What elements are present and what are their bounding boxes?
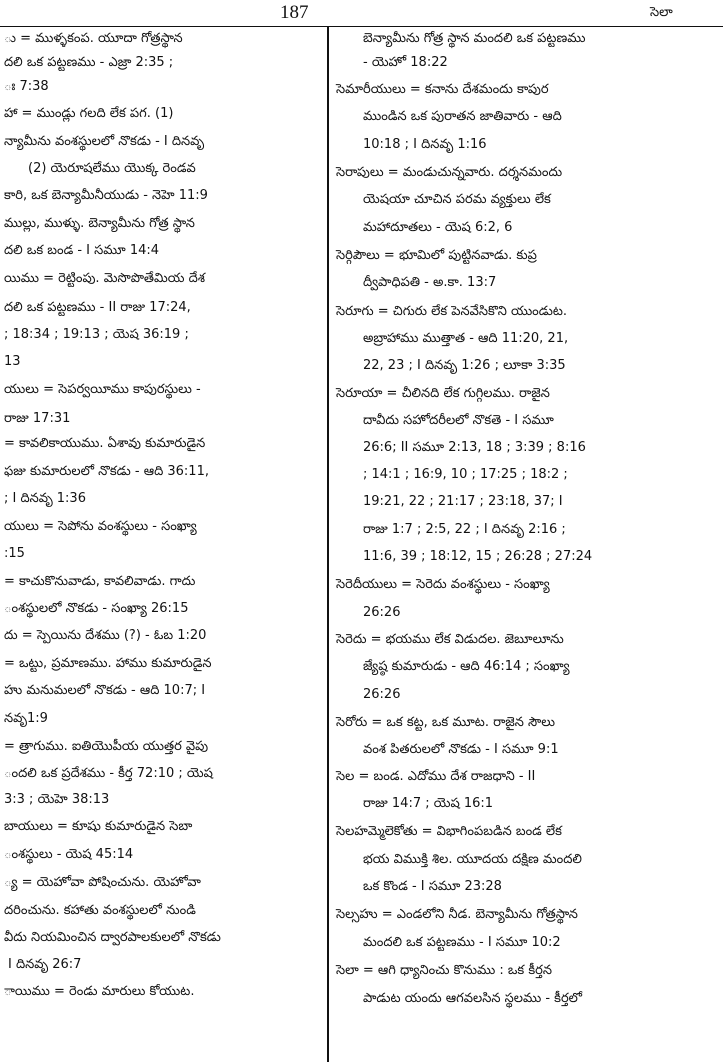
left-column-line: రాజు 17:31 [4,411,71,426]
page-header [0,0,723,26]
right-column-line: సెరూయా = చీలినది లేక గుగ్గిలము. రాజైన [336,386,550,401]
right-column-line: ముండిన ఒక పురాతన జాతివారు - ఆది [363,109,562,124]
left-column-line: హా = ముండ్లు గలది లేక పగ. (1) [4,106,174,121]
right-column-line: సెరోరు = ఒక కట్ట, ఒక మూట. రాజైన సౌలు [336,715,555,730]
right-column-line: సెరెదీయులు = సెరెదు వంశస్థులు - సంఖ్యా [336,577,550,592]
left-column-line: ్య = యెహోవా పోషించును. యెహోవా [4,875,201,890]
left-column-line: = కాచుకొనువాడు, కావలివాడు. గాదు [4,574,196,589]
right-column-line: భయ విముక్తి శిల. యూదయ దక్షిణ మందలి [363,852,582,867]
right-column-line: 11:6, 39 ; 18:12, 15 ; 26:28 ; 27:24 [363,549,593,564]
right-column-line: యెషయా చూచిన పరమ వ్యక్తులు లేక [363,192,551,207]
right-column-line: సెర్గిపౌలు = భూమిలో పుట్టినవాడు. కుప్ర [336,248,537,263]
left-column-line: దు = స్పెయిను దేశము (?) - ఓబ 1:20 [4,628,207,643]
right-column-line: సెలహమ్మెలెకోతు = విభాగింపబడిన బండ లేక [336,824,562,839]
header-rule [0,26,723,27]
right-column-line: సెల = బండ. ఎదోము దేశ రాజధాని - II [336,769,536,784]
right-column-line: 26:26 [363,687,401,702]
left-column-line: = ఒట్టు, ప్రమాణము. హాము కుమారుడైన [4,656,212,671]
right-column-line: మహాదూతలు - యెష 6:2, 6 [363,220,513,235]
right-column-line: వంశ పితరులలో నొకడు - I సమూ 9:1 [363,742,559,757]
running-head: సెలా [650,5,673,20]
left-column-line: ; I దినవృ 1:36 [4,491,86,506]
left-column-line: యిము = రెట్టింపు. మెసొపొతేమియ దేశ [4,271,205,286]
left-column-line: దలి ఒక బండ - I సమూ 14:4 [4,243,160,258]
right-column-line: రాజు 14:7 ; యెష 16:1 [363,796,494,811]
right-column-line: సెరెదు = భయము లేక విడుదల. జెబూలూను [336,632,564,647]
right-column-line: రాజు 1:7 ; 2:5, 22 ; I దినవృ 2:16 ; [363,522,566,537]
right-column-line: అబ్రాహాము ముత్తాత - ఆది 11:20, 21, [363,331,569,346]
left-column-line: కారి, ఒక బెన్యామీనీయుడు - నెహె 11:9 [4,188,208,203]
left-column-line: = త్రాగుము. ఐతియొపీయ యుత్తర వైపు [4,739,209,754]
left-column-line: నవృ1:9 [4,711,48,726]
left-column-line: ః 7:38 [4,79,49,94]
right-column-line: పాడుట యందు ఆగవలసిన స్థలము - కీర్తలో [363,991,583,1006]
page-number: 187 [280,2,309,23]
left-column-line: యులు = సెపర్వయీము కాపురస్థులు - [4,382,201,397]
left-column-line: = కావలికాయుము. ఏశావు కుమారుడైన [4,436,206,451]
right-column-line: ; 14:1 ; 16:9, 10 ; 17:25 ; 18:2 ; [363,467,568,482]
left-column-line: ఫజు కుమారులలో నొకడు - ఆది 36:11, [4,464,209,479]
right-column-line: సెరాపులు = మండుచున్నవారు. దర్శనమందు [336,165,563,180]
right-column [332,30,723,1060]
right-column-line: 26:6; II సమూ 2:13, 18 ; 3:39 ; 8:16 [363,440,586,455]
left-column-line: దరించును. కహాతు వంశస్థులలో నుండి [4,903,196,918]
right-column-line: సెరూగు = చిగురు లేక పెనవేసికొని యుండుట. [336,304,568,319]
left-column-line: వీదు నియమించిన ద్వారపాలకులలో నొకడు [4,930,221,945]
left-column-line: ు = ముళ్ళకంప. యూదా గోత్రస్థాన [4,31,183,46]
left-column-line: :15 [4,546,25,561]
left-column-line: ంశస్థులలో నొకడు - సంఖ్యా 26:15 [4,601,189,616]
left-column [0,30,322,1060]
right-column-line: సెలా = ఆగి ధ్యానించు కొనుము : ఒక కీర్తన [336,963,552,978]
right-column-line: ద్వీపాధిపతి - అ.కా. 13:7 [363,275,497,290]
right-column-line: ఒక కొండ - I సమూ 23:28 [363,879,502,894]
column-divider [327,27,329,1062]
left-column-line: ంశస్థులు - యెష 45:14 [4,847,134,862]
left-column-line: ముల్లు, ముళ్ళు. బెన్యామీను గోత్ర స్థాన [4,216,195,231]
left-column-line: బాయులు = కూషు కుమారుడైన సెబా [4,819,193,834]
left-column-line: 13 [4,354,21,369]
left-column-line: 3:3 ; యెహె 38:13 [4,792,110,807]
right-column-line: జ్యేష్ఠ కుమారుడు - ఆది 46:14 ; సంఖ్యా [363,659,570,674]
left-column-line: I దినవృ 26:7 [8,957,82,972]
right-column-line: సెమారీయులు = కనాను దేశమందు కాపుర [336,82,549,97]
right-column-line: 22, 23 ; I దినవృ 1:26 ; లూకా 3:35 [363,358,566,373]
right-column-line: సెల్సహు = ఎండలోని నీడ. బెన్యామీను గోత్రస్థాన [336,907,578,922]
right-column-line: 26:26 [363,605,401,620]
left-column-line: న్యామీను వంశస్థులలో నొకడు - I దినవృ [4,134,205,149]
left-column-line: దలి ఒక పట్టణము - ఎజ్రా 2:35 ; [4,55,174,70]
left-column-line: (2) యెరూషలేము యొక్క రెండవ [28,161,196,176]
left-column-line: ాయిము = రెండు మారులు కోయుట. [4,984,195,999]
left-column-line: యులు = సెపోను వంశస్థులు - సంఖ్యా [4,519,197,534]
right-column-line: - యెహో 18:22 [363,55,448,70]
right-column-line: 19:21, 22 ; 21:17 ; 23:18, 37; I [363,494,563,509]
left-column-line: హు మనుమలలో నొకడు - ఆది 10:7; I [4,683,206,698]
left-column-line: ందలి ఒక ప్రదేశము - కీర్త 72:10 ; యెష [4,766,213,781]
left-column-line: దలి ఒక పట్టణము - II రాజు 17:24, [4,300,191,315]
right-column-line: 10:18 ; I దినవృ 1:16 [363,137,487,152]
right-column-line: దావీదు సహోదరీలలో నొకతె - I సమూ [363,413,554,428]
left-column-line: ; 18:34 ; 19:13 ; యెష 36:19 ; [4,327,189,342]
right-column-line: బెన్యామీను గోత్ర స్థాన మందలి ఒక పట్టణము [363,31,586,46]
right-column-line: మందలి ఒక పట్టణము - I సమూ 10:2 [363,935,561,950]
